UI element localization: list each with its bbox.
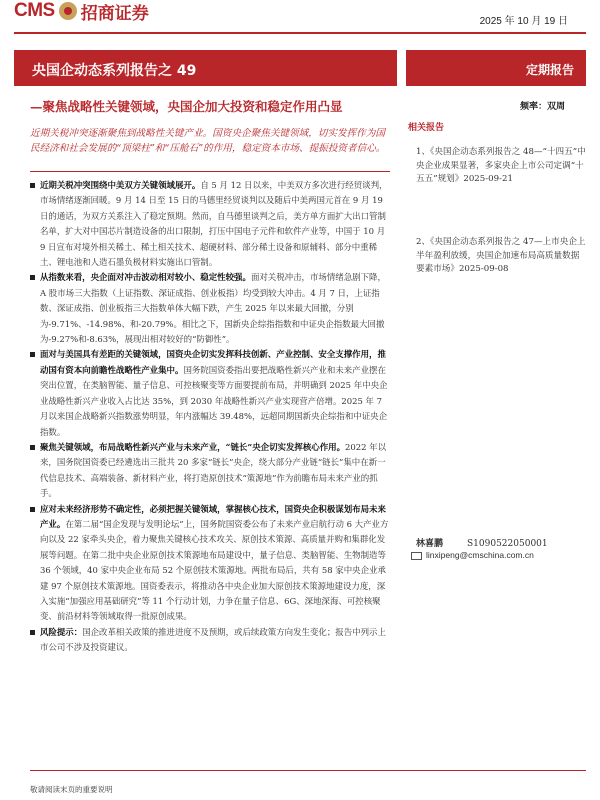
- footer-note: 敬请阅读末页的重要说明: [30, 785, 113, 794]
- report-frequency: 频率：双周: [520, 102, 566, 112]
- bullet-lead: 近期关税冲突围绕中美双方关键领域展开。: [40, 180, 201, 190]
- related-report-link[interactable]: 2、《央国企动态系列报告之 47—上市央企上半年盈利放缓，央国企加速布局高质量数据要素市场》2025-09-08: [416, 237, 586, 274]
- risk-warning: [30, 625, 392, 656]
- bullet-item: [30, 347, 392, 439]
- email-icon: [411, 552, 422, 560]
- bullet-lead: 风险提示：: [40, 626, 83, 637]
- report-type: 定期报告: [525, 63, 574, 77]
- title-band: [14, 50, 397, 86]
- bullet-text: 国企改革相关政策的推进进度不及预期，或后续政策方向发生变化；报告中列示上市公司不涉及投资建议。: [40, 626, 386, 653]
- company-logo: [14, 0, 214, 22]
- logo-cn-text: 招商证券: [80, 3, 149, 24]
- analyst-name: 林喜鹏: [416, 539, 444, 549]
- bullet-text: 国务院国资委指出要把战略性新兴产业和未来产业摆在突出位置，在类脑智能、量子信息、可控核聚变等方面要提前布局，并明确到 2025 年中央企业战略性新兴产业收入占比达 35%，到 2030 年战略性新兴产业实现营产倍增。2025 年 7 月以来国企战略新兴指数涨势明显，年内涨幅达 39.48%，远超同期国新央企综指和中证央企指数。: [40, 364, 388, 437]
- abstract-divider: [30, 171, 390, 172]
- analyst-license: S1090522050001: [467, 539, 548, 549]
- report-date: 2025 年 10 月 19 日: [479, 16, 568, 27]
- report-title: 央国企动态系列报告之 49: [32, 63, 197, 79]
- bullet-text: 2022 年以来，国务院国资委已经遴选出三批共 20 多家“链长”央企，绕大部分产业链“链长”集中在新一代信息技术、高端装备、新材料产业，将打造原创技术“策源地”作为前瞻布局未来产业的抓手。: [40, 441, 387, 499]
- report-type-band: [406, 50, 586, 86]
- analyst-email[interactable]: linxipeng@cmschina.com.cn: [426, 550, 534, 560]
- bullet-text: 在第二届“国企发现与发明论坛”上，国务院国资委公布了未来产业启航行动 6 大产业方向以及 22 家牵头央企，着力聚焦关键核心技术攻关、原创技术策源、高质量并购和集群化发展等问题。在第二批中央企业原创技术策源地布局建设中，量子信息、类脑智能、生物制造等 36 个领域，40 家中央企业布局 52 个原创技术策源地。两批布局后，共有 58 家中央企业承建 97 个原创技术策源地。国资委表示，将推动各中央企业加大原创技术策源地建设力度，深入实施“加强应用基础研究”等 11 个行动计划，力争在量子信息、6G、深地深海、可控核聚变、前沿材料等领域取得一批原创成果。: [40, 518, 389, 622]
- logo-emblem-icon: [59, 2, 77, 20]
- report-subtitle: —聚焦战略性关键领域，央国企加大投资和稳定作用凸显: [30, 99, 343, 114]
- bullet-lead: 从指数来看，央企面对冲击波动相对较小、稳定性较强。: [40, 272, 251, 283]
- abstract-text: 近期关税冲突逐渐聚焦到战略性关键产业。国资央企聚焦关键领域，切实发挥作为国民经济和社会发展的“顶梁柱”和“压舱石”的作用，稳定资本市场、提振投资者信心。: [30, 128, 386, 154]
- logo-latin-text: CMS: [14, 0, 55, 21]
- bullet-list: [30, 178, 392, 656]
- bullet-item: [30, 502, 392, 625]
- bullet-item: [30, 270, 392, 347]
- bullet-lead: 面对与美国具有差距的关键领域，国资央企切实发挥科技创新、产业控制、安全支撑作用，推动国有资本向前瞻性战略性产业集中。: [40, 349, 386, 375]
- related-reports-heading: 相关报告: [408, 123, 445, 133]
- bullet-text: 面对关税冲击，市场情绪急剧下降，A 股市场三大指数（上证指数、深证成指、创业板指）均受到较大冲击。4 月 7 日，上证指数、深证成指、创业板指三大指数单体大幅下跌，产生 2025 年以来最大回撤，分别为-9.71%、-14.98%、和-20.79%。相比之下，国新央企综指指数和中证央企指数最大回撤为-9.27%和-8.63%，展现出相对较好的“防御性”。: [40, 272, 386, 345]
- bullet-item: [30, 440, 392, 502]
- bullet-text: 自 5 月 12 日以来，中美双方多次进行经贸谈判，市场情绪逐渐回暖。9 月 14 日至 15 日的马德里经贸谈判以及随后中美两国元首在 9 月 19 日的通话，为双方关系注入了稳定预期。然而，自马德里谈判之后，美方单方面扩大出口管制名单，扩大对中国芯片制造设备的出口限制，打压中国电子元件和软件产业等，中国于 10 月 9 日宣布对境外相关稀土、稀土相关技术、超硬材料、部分稀土设备和原辅料、部分中重稀土、锂电池和人造石墨负极材料实施出口管制。: [40, 180, 388, 268]
- related-report-link[interactable]: 1、《央国企动态系列报告之 48—“十四五”中央企业成果显著，多家央企上市公司定调“十五五”规划》2025-09-21: [416, 147, 586, 184]
- analyst-info: [416, 536, 548, 549]
- bullet-lead: 聚焦关键领域，布局战略性新兴产业与未来产业，“链长”央企切实发挥核心作用。: [40, 441, 346, 452]
- footer-divider: [30, 770, 586, 771]
- bullet-lead: 应对未来经济形势不确定性，必须把握关键领域，掌握核心技术，国资央企积极谋划布局未来产业。: [40, 503, 386, 529]
- header-divider: [14, 32, 586, 34]
- bullet-item: [30, 178, 392, 270]
